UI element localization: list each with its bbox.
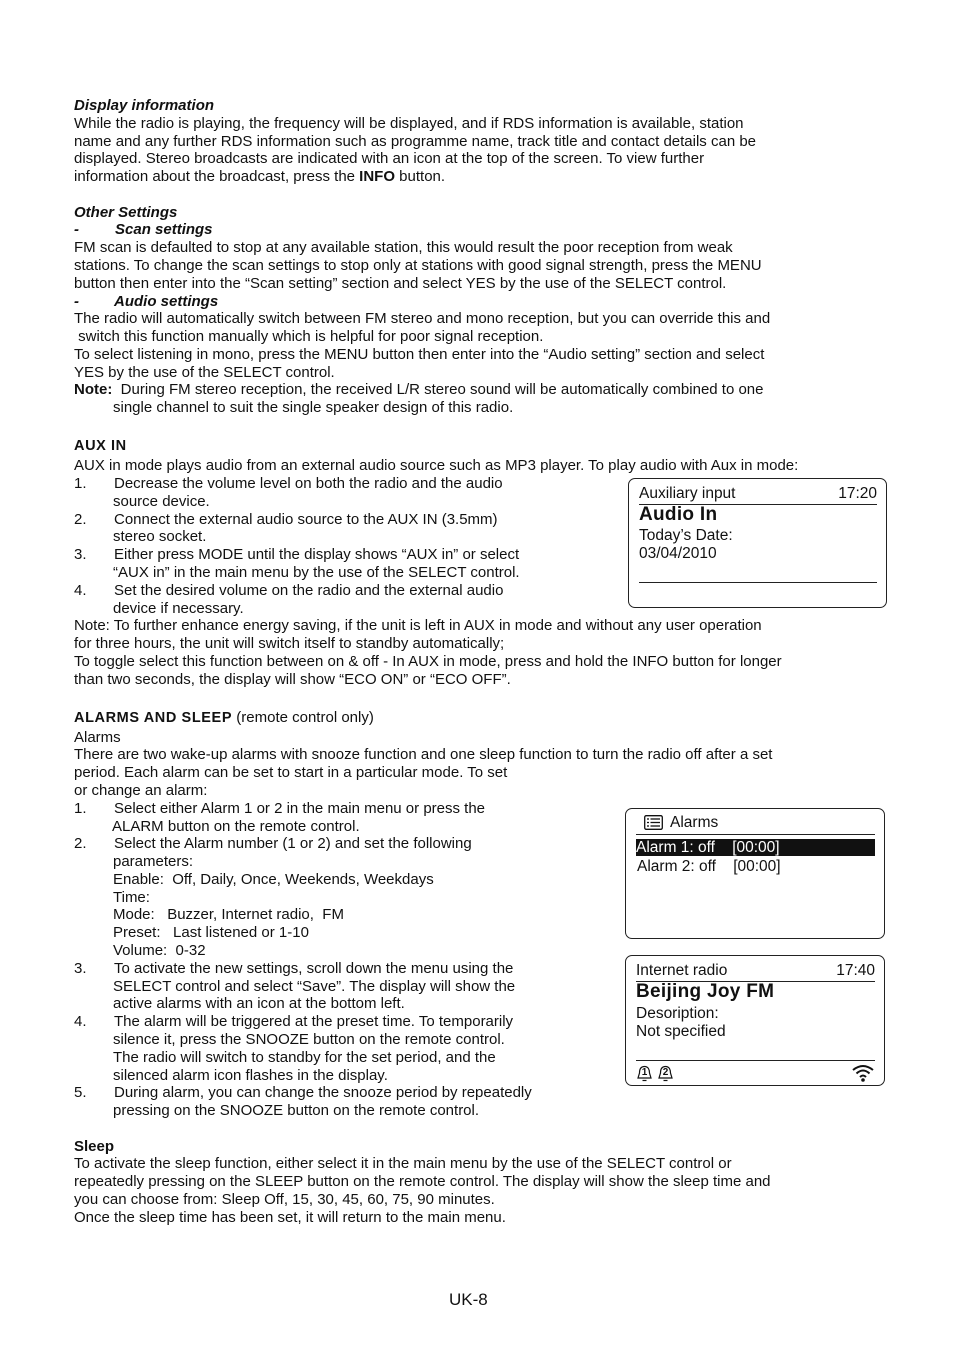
aux-step-1-l1: Decrease the volume level on both the radio and the audio bbox=[114, 475, 503, 492]
alarm-step-2-param-5: Preset: Last listened or 1-10 bbox=[113, 924, 309, 941]
aux-step-1-num: 1. bbox=[74, 475, 87, 492]
alarms-screen-divider bbox=[636, 834, 875, 835]
display-info-line-2: name and any further RDS information such as programme name, track title and contact details can be bbox=[74, 133, 757, 150]
alarm-step-2-param-4: Mode: Buzzer, Internet radio, FM bbox=[113, 906, 344, 923]
aux-screen-time: 17:20 bbox=[838, 485, 877, 502]
radio-screen-line-2: Not specified bbox=[636, 1023, 726, 1040]
alarm-step-1-num: 1. bbox=[74, 800, 87, 817]
aux-step-2-num: 2. bbox=[74, 511, 87, 528]
sleep-line-1: To activate the sleep function, either select it in the main menu by the use of the SELECT control or bbox=[74, 1155, 732, 1172]
page-number: UK-8 bbox=[449, 1290, 488, 1309]
alarm-step-3-l1: To activate the new settings, scroll down the menu using the bbox=[114, 960, 514, 977]
aux-step-3-l2: “AUX in” in the main menu by the use of the SELECT control. bbox=[113, 564, 520, 581]
alarm-step-4-l3: The radio will switch to standby for the set period, and the bbox=[113, 1049, 496, 1066]
alarm-step-2-param-6: Volume: 0-32 bbox=[113, 942, 206, 959]
alarms-display-screen bbox=[625, 808, 885, 939]
alarm-step-5-l1: During alarm, you can change the snooze period by repeatedly bbox=[114, 1084, 532, 1101]
menu-list-icon bbox=[644, 815, 663, 835]
note-line-2: single channel to suit the single speaker design of this radio. bbox=[113, 399, 514, 416]
aux-step-2-l2: stereo socket. bbox=[113, 528, 207, 545]
alarms-intro-1: There are two wake-up alarms with snooze function and one sleep function to turn the radio off after a set bbox=[74, 746, 773, 763]
alarm-step-3-l3: active alarms with an icon at the bottom left. bbox=[113, 995, 405, 1012]
scan-line-3: button then enter into the “Scan setting” section and select YES by the use of the SELECT control. bbox=[74, 275, 727, 292]
aux-screen-line-2: 03/04/2010 bbox=[639, 545, 717, 562]
radio-screen-time: 17:40 bbox=[836, 962, 875, 979]
alarm-2-icon bbox=[657, 1065, 674, 1082]
aux-step-2-l1: Connect the external audio source to the AUX IN (3.5mm) bbox=[114, 511, 498, 528]
alarm-2-row[interactable]: Alarm 2: off [00:00] bbox=[637, 858, 781, 875]
alarms-heading: ALARMS AND SLEEP bbox=[74, 710, 233, 726]
aux-step-3-num: 3. bbox=[74, 546, 87, 563]
alarm-1-icon bbox=[636, 1065, 653, 1082]
aux-note-line-1: Note: To further enhance energy saving, if the unit is left in AUX in mode and without any user operation bbox=[74, 617, 762, 634]
audio-line-4: YES by the use of the SELECT control. bbox=[74, 364, 335, 381]
aux-intro: AUX in mode plays audio from an external audio source such as MP3 player. To play audio with Aux in mode: bbox=[74, 457, 799, 474]
display-info-line-4 bbox=[74, 168, 445, 186]
aux-screen-header: Auxiliary input bbox=[639, 485, 736, 502]
alarm-2-icon-number: 2 bbox=[662, 1067, 669, 1078]
alarm-step-2-num: 2. bbox=[74, 835, 87, 852]
alarm-step-4-num: 4. bbox=[74, 1013, 87, 1030]
aux-display-screen bbox=[628, 478, 887, 608]
alarms-screen-title: Alarms bbox=[670, 814, 719, 831]
alarm-step-2-l1: Select the Alarm number (1 or 2) and set the following bbox=[114, 835, 472, 852]
alarm-step-5-l2: pressing on the SNOOZE button on the remote control. bbox=[113, 1102, 480, 1119]
note-line-1 bbox=[74, 381, 764, 399]
sleep-line-3: you can choose from: Sleep Off, 15, 30, 45, 60, 75, 90 minutes. bbox=[74, 1191, 495, 1208]
aux-note-line-2: for three hours, the unit will switch itself to standby automatically; bbox=[74, 635, 505, 652]
alarm-step-1-l1: Select either Alarm 1 or 2 in the main menu or press the bbox=[114, 800, 486, 817]
audio-line-3: To select listening in mono, press the MENU button then enter into the “Audio setting” section and select bbox=[74, 346, 765, 363]
sleep-line-4: Once the sleep time has been set, it will return to the main menu. bbox=[74, 1209, 506, 1226]
note-label: Note: bbox=[74, 381, 113, 398]
internet-radio-display-screen bbox=[625, 955, 885, 1086]
alarm-step-3-num: 3. bbox=[74, 960, 87, 977]
alarm-step-4-l2: silence it, press the SNOOZE button on the remote control. bbox=[113, 1031, 505, 1048]
alarm-step-2-param-3: Time: bbox=[113, 889, 150, 906]
sleep-line-2: repeatedly pressing on the SLEEP button on the remote control. The display will show the sleep time and bbox=[74, 1173, 771, 1190]
aux-step-1-l2: source device. bbox=[113, 493, 210, 510]
sleep-heading: Sleep bbox=[74, 1138, 115, 1155]
alarm-1-row[interactable]: Alarm 1: off [00:00] bbox=[636, 839, 875, 856]
alarms-subheading: Alarms bbox=[74, 729, 121, 746]
wifi-signal-icon bbox=[851, 1063, 875, 1087]
alarms-heading-note: (remote control only) bbox=[232, 709, 374, 726]
scan-settings-heading: Scan settings bbox=[115, 221, 213, 238]
aux-step-4-num: 4. bbox=[74, 582, 87, 599]
scan-line-2: stations. To change the scan settings to stop only at stations with good signal strength, press the MENU bbox=[74, 257, 762, 274]
display-info-line-1: While the radio is playing, the frequency will be displayed, and if RDS information is available, station bbox=[74, 115, 744, 132]
alarms-intro-3: or change an alarm: bbox=[74, 782, 208, 799]
aux-step-3-l1: Either press MODE until the display shows “AUX in” or select bbox=[114, 546, 520, 563]
display-info-heading: Display information bbox=[74, 97, 215, 114]
audio-line-1: The radio will automatically switch between FM stereo and mono reception, but you can override this and bbox=[74, 310, 771, 327]
aux-step-4-l2: device if necessary. bbox=[113, 600, 244, 617]
other-settings-heading: Other Settings bbox=[74, 204, 178, 221]
alarms-heading-line bbox=[74, 709, 374, 728]
alarm-step-4-l4: silenced alarm icon flashes in the display. bbox=[113, 1067, 388, 1084]
aux-screen-title: Audio In bbox=[639, 504, 718, 525]
radio-screen-header: Internet radio bbox=[636, 962, 728, 979]
alarm-step-5-num: 5. bbox=[74, 1084, 87, 1101]
audio-line-2: switch this function manually which is helpful for poor signal reception. bbox=[74, 328, 544, 345]
aux-heading: AUX IN bbox=[74, 438, 127, 454]
aux-screen-line-1: Today’s Date: bbox=[639, 527, 733, 544]
aux-note-line-4: than two seconds, the display will show “ECO ON” or “ECO OFF”. bbox=[74, 671, 511, 688]
radio-screen-station: Beijing Joy FM bbox=[636, 981, 775, 1002]
note-text: During FM stereo reception, the received L/R stereo sound will be automatically combined to one bbox=[112, 381, 764, 398]
audio-dash: - bbox=[74, 293, 79, 310]
alarm-1-icon-number: 1 bbox=[641, 1067, 648, 1078]
alarm-step-3-l2: SELECT control and select “Save”. The display will show the bbox=[113, 978, 516, 995]
alarm-step-1-l2: ALARM button on the remote control. bbox=[112, 818, 360, 835]
radio-screen-divider-bottom bbox=[636, 1060, 875, 1061]
info-button-label: INFO bbox=[359, 168, 396, 185]
scan-dash: - bbox=[74, 221, 79, 238]
aux-step-4-l1: Set the desired volume on the radio and the external audio bbox=[114, 582, 504, 599]
aux-note-line-3: To toggle select this function between on & off - In AUX in mode, press and hold the INFO button for longer bbox=[74, 653, 782, 670]
audio-settings-heading: Audio settings bbox=[114, 293, 219, 310]
scan-line-1: FM scan is defaulted to stop at any available station, this would result the poor reception from weak bbox=[74, 239, 733, 256]
display-info-line-3: displayed. Stereo broadcasts are indicated with an icon at the top of the screen. To view further bbox=[74, 150, 705, 167]
aux-screen-divider-bottom bbox=[639, 582, 877, 583]
alarm-step-2-param-2: Enable: Off, Daily, Once, Weekends, Weekdays bbox=[113, 871, 434, 888]
alarm-step-4-l1: The alarm will be triggered at the preset time. To temporarily bbox=[114, 1013, 514, 1030]
alarm-step-2-param-1: parameters: bbox=[113, 853, 194, 870]
display-info-line-4-pre: information about the broadcast, press the bbox=[74, 168, 360, 185]
display-info-line-4-post: button. bbox=[395, 168, 446, 185]
alarms-intro-2: period. Each alarm can be set to start in a particular mode. To set bbox=[74, 764, 508, 781]
radio-screen-line-1: Desoription: bbox=[636, 1005, 719, 1022]
